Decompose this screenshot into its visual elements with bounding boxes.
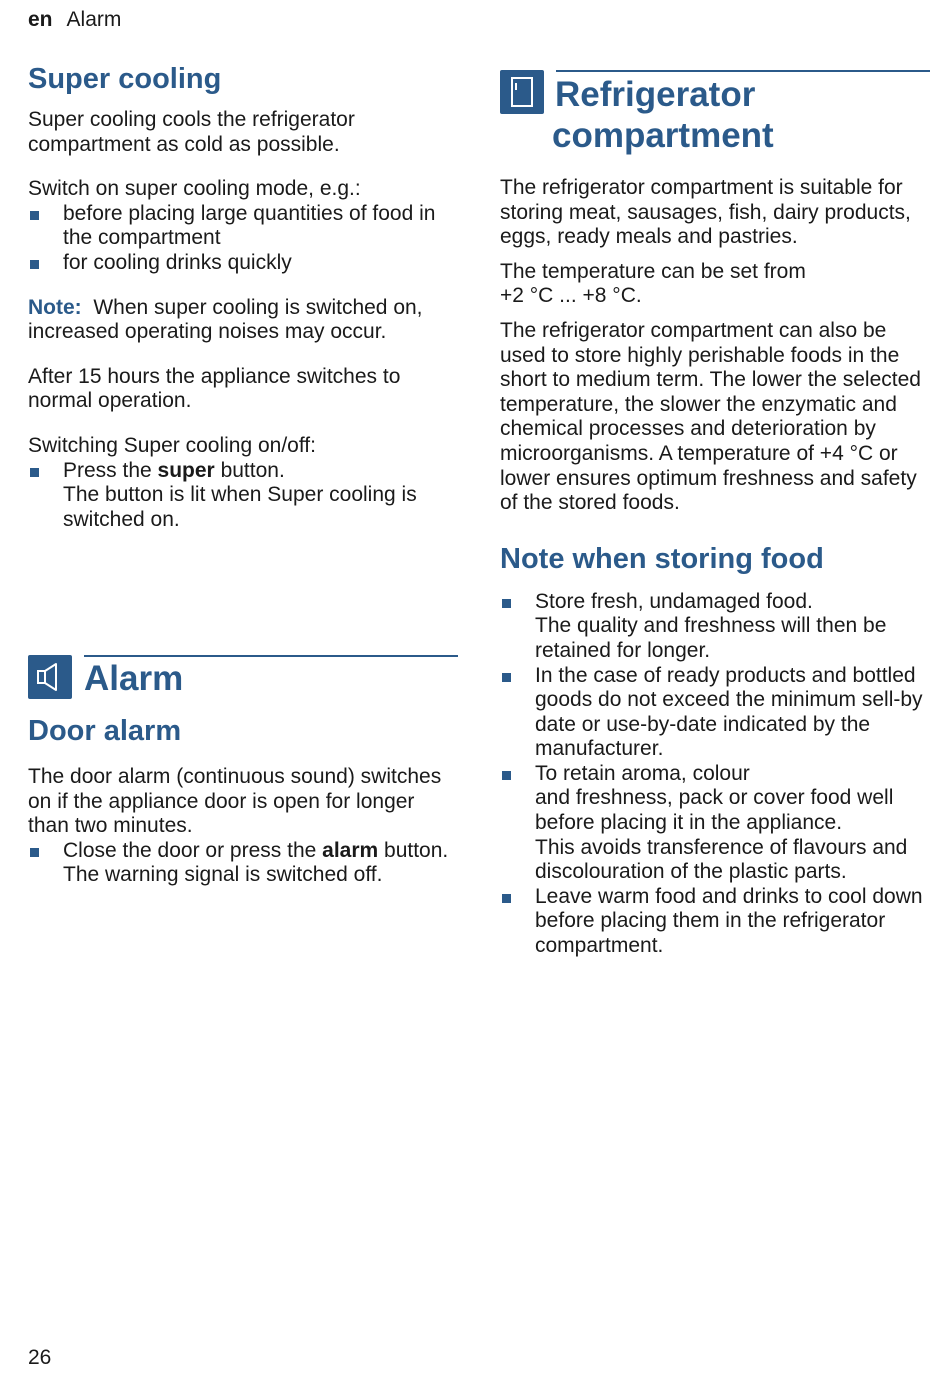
retain-aroma: To retain aroma, colour xyxy=(535,761,750,785)
list-item: In the case of ready products and bottled goods do not exceed the minimum sell-by date or use-by-date indicated by the manufacturer. xyxy=(500,664,930,762)
super-cooling-section xyxy=(28,62,458,532)
list-item: Leave warm food and drinks to cool down before placing them in the refrigerator compartment. xyxy=(500,885,930,959)
after-hours-text: After 15 hours the appliance switches to normal operation. xyxy=(28,364,401,413)
fridge-title-line2: compartment xyxy=(552,116,774,155)
page-header xyxy=(28,8,121,33)
super-cooling-title: Super cooling xyxy=(28,63,222,95)
retain-aroma-detail: and freshness, pack or cover food well before placing it in the appliance. xyxy=(535,786,894,835)
super-button-label: super xyxy=(157,458,215,482)
note-text: When super cooling is switched on, increased operating noises may occur. xyxy=(28,295,423,344)
switch-on-list xyxy=(28,202,458,276)
door-alarm-list xyxy=(28,839,458,888)
fridge-p1: The refrigerator compartment is suitable for storing meat, sausages, fish, dairy products, eggs, ready meals and pastries. xyxy=(500,176,911,249)
fridge-p3: The refrigerator compartment can also be used to store highly perishable foods in the short to medium term. The lower the selected temperature, the slower the enzymatic and chemical processes and deterioration by microorganisms. A temperature of +4 °C or lower ensures optimum freshness and safety of the stored foods. xyxy=(500,318,921,515)
close-result: The warning signal is switched off. xyxy=(63,863,383,887)
fridge-title-line1: Refrigerator xyxy=(555,75,756,114)
speaker-icon xyxy=(28,655,72,699)
list-item xyxy=(500,590,930,664)
list-item xyxy=(28,839,458,888)
language-code: en xyxy=(28,8,53,31)
close-pre: Close the door or press the xyxy=(63,838,323,862)
door-alarm-section xyxy=(28,714,458,888)
fridge-section xyxy=(500,176,930,959)
list-item: before placing large quantities of food in the compartment xyxy=(28,202,458,251)
close-post: button. xyxy=(378,838,449,862)
store-fresh-detail: The quality and freshness will then be retained for longer. xyxy=(535,614,887,662)
fridge-title xyxy=(552,74,774,156)
storing-title: Note when storing food xyxy=(500,542,824,575)
retain-aroma-reason: This avoids transference of flavours and discolouration of the plastic parts. xyxy=(535,835,908,884)
door-alarm-text: The door alarm (continuous sound) switches on if the appliance door is open for longer than two minutes. xyxy=(28,765,442,838)
store-fresh: Store fresh, undamaged food. xyxy=(535,589,813,613)
list-item xyxy=(28,459,458,533)
switching-list xyxy=(28,459,458,533)
fridge-p2 xyxy=(500,260,930,309)
note-label: Note: xyxy=(28,295,82,319)
storing-list xyxy=(500,590,930,959)
switching-text: Switching Super cooling on/off: xyxy=(28,433,316,457)
temp-range-value: +2 °C ... +8 °C. xyxy=(500,284,642,308)
header-section: Alarm xyxy=(66,8,122,31)
alarm-button-label: alarm xyxy=(322,838,379,862)
alarm-rule xyxy=(84,655,458,657)
alarm-title: Alarm xyxy=(84,659,184,698)
temp-range-text: The temperature can be set from xyxy=(500,259,806,283)
page-number: 26 xyxy=(28,1346,52,1369)
press-post: button. xyxy=(214,458,285,482)
fridge-rule xyxy=(556,70,930,72)
press-pre: Press the xyxy=(63,458,158,482)
list-item xyxy=(500,762,930,885)
press-result: The button is lit when Super cooling is switched on. xyxy=(63,483,417,531)
door-alarm-title: Door alarm xyxy=(28,715,182,747)
note-paragraph xyxy=(28,296,458,345)
fridge-icon xyxy=(500,70,544,114)
super-cooling-intro: Super cooling cools the refrigerator compartment as cold as possible. xyxy=(28,108,355,156)
list-item: for cooling drinks quickly xyxy=(28,251,458,276)
switch-on-text: Switch on super cooling mode, e.g.: xyxy=(28,177,361,201)
